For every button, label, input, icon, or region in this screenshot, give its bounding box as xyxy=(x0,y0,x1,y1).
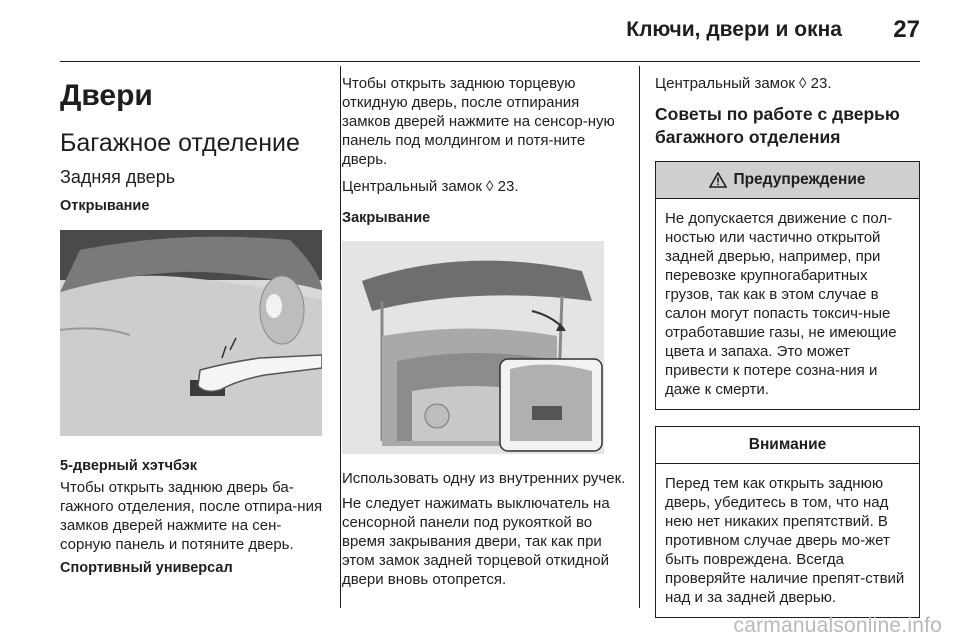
page-header xyxy=(0,0,960,62)
column-3 xyxy=(655,64,920,618)
wagon-tailgate-closing-illustration xyxy=(342,241,604,454)
paragraph-use-inner-handle: Использовать одну из внутренних ручек. xyxy=(342,470,626,487)
watermark: carmanualsonline.info xyxy=(733,614,942,637)
figure-caption-hatchback: 5-дверный хэтчбэк xyxy=(60,458,198,474)
heading-tailgate: Задняя дверь xyxy=(60,167,176,187)
heading-sports-tourer: Спортивный универсал xyxy=(60,560,233,576)
header-divider xyxy=(60,61,920,62)
heading-tailgate-tips: Советы по работе с дверью багажного отделения xyxy=(655,104,900,147)
warning-header xyxy=(656,162,919,199)
reference-central-lock: Центральный замок ◊ 23. xyxy=(342,178,519,195)
heading-luggage-compartment: Багажное отделение xyxy=(60,129,300,157)
column-2 xyxy=(342,64,630,589)
page-number: 27 xyxy=(893,16,920,43)
column-divider-2 xyxy=(639,66,640,608)
paragraph-wagon-opening: Чтобы открыть заднюю торцевую откидную дверь, после отпирания замков дверей нажмите на сенсор-ную панель под молдингом и потя-ните дверь. xyxy=(342,75,615,168)
caution-title: Внимание xyxy=(656,427,919,464)
caution-text: Перед тем как открыть заднюю дверь, убедитесь в том, что над нею нет никаких препятствий. В противном случае дверь мо-жет быть повреждена. Всегда проверяйте наличие препят-ствий над и за задней дверью. xyxy=(665,475,905,606)
warning-title: Предупреждение xyxy=(733,171,866,188)
column-1 xyxy=(60,64,326,578)
section-heading-doors: Двери xyxy=(60,79,153,112)
paragraph-closing-warning: Не следует нажимать выключатель на сенсорной панели под рукояткой во время закрывания двери, так как при этом замок задней торцевой откидной двери вновь отопрется. xyxy=(342,495,610,588)
heading-opening: Открывание xyxy=(60,198,150,214)
column-divider-1 xyxy=(340,66,341,608)
heading-closing: Закрывание xyxy=(342,210,431,226)
warning-triangle-icon xyxy=(709,172,727,188)
warning-box xyxy=(655,161,920,410)
caution-box xyxy=(655,426,920,618)
paragraph-hatchback-opening: Чтобы открыть заднюю дверь ба-гажного отделения, после отпира-ния замков дверей нажмите на сен-сорную панель и потяните дверь. xyxy=(60,479,323,553)
reference-central-lock-2: Центральный замок ◊ 23. xyxy=(655,75,832,92)
chapter-title: Ключи, двери и окна xyxy=(626,18,842,41)
hatchback-tailgate-illustration xyxy=(60,230,322,436)
warning-text: Не допускается движение с пол-ностью или частично открытой задней дверью, например, при перевозке крупногабаритных грузов, так как в этом случае в салон могут попасть токсич-ные отработавшие газы, не имеющие цвета и запаха. Это может привести к потере созна-ния и даже к смерти. xyxy=(665,210,897,398)
